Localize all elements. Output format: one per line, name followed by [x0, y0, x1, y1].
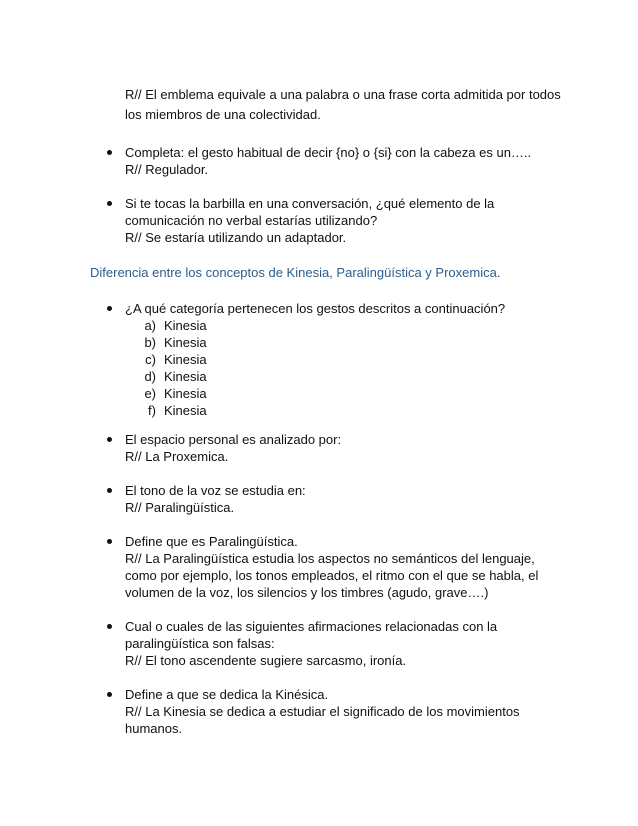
list-marker: e)	[144, 386, 156, 401]
bullet-icon	[107, 692, 112, 697]
answer-define-para-line-2: como por ejemplo, los tonos empleados, el ritmo con el que se habla, el	[125, 568, 539, 583]
list-marker: c)	[145, 352, 156, 367]
question-kinesica: Define a que se dedica la Kinésica.	[125, 687, 329, 702]
bullet-icon	[107, 306, 112, 311]
intro-answer-line-1: R// El emblema equivale a una palabra o una frase corta admitida por todos	[125, 87, 561, 102]
bullet-icon	[107, 539, 112, 544]
answer-kinesica-line-1: R// La Kinesia se dedica a estudiar el significado de los movimientos	[125, 704, 520, 719]
list-item: Kinesia	[164, 386, 207, 401]
list-item: Kinesia	[164, 403, 207, 418]
answer-complete: R// Regulador.	[125, 162, 209, 177]
question-define-para: Define que es Paralingüística.	[125, 534, 298, 549]
question-chin-line-2: comunicación no verbal estarías utilizando?	[125, 213, 378, 228]
question-complete: Completa: el gesto habitual de decir {no} o {si} con la cabeza es un…..	[125, 145, 532, 160]
section-heading: Diferencia entre los conceptos de Kinesia, Paralingüística y Proxemica.	[90, 265, 501, 280]
list-item: Kinesia	[164, 352, 207, 367]
question-space: El espacio personal es analizado por:	[125, 432, 342, 447]
list-item: Kinesia	[164, 318, 207, 333]
list-marker: b)	[144, 335, 156, 350]
bullet-icon	[107, 624, 112, 629]
question-false-line-1: Cual o cuales de las siguientes afirmaciones relacionadas con la	[125, 619, 498, 634]
answer-kinesica-line-2: humanos.	[125, 721, 183, 736]
question-tone: El tono de la voz se estudia en:	[125, 483, 306, 498]
list-marker: a)	[144, 318, 156, 333]
answer-define-para-line-1: R// La Paralingüística estudia los aspectos no semánticos del lenguaje,	[125, 551, 535, 566]
question-category: ¿A qué categoría pertenecen los gestos descritos a continuación?	[125, 301, 506, 316]
question-false-line-2: paralingüística son falsas:	[125, 636, 275, 651]
list-marker: f)	[148, 403, 156, 418]
list-marker: d)	[144, 369, 156, 384]
bullet-icon	[107, 201, 112, 206]
answer-tone: R// Paralingüística.	[125, 500, 235, 515]
question-chin-line-1: Si te tocas la barbilla en una conversación, ¿qué elemento de la	[125, 196, 495, 211]
bullet-icon	[107, 437, 112, 442]
answer-false: R// El tono ascendente sugiere sarcasmo, ironía.	[125, 653, 407, 668]
bullet-icon	[107, 488, 112, 493]
answer-space: R// La Proxemica.	[125, 449, 229, 464]
list-item: Kinesia	[164, 369, 207, 384]
answer-chin: R// Se estaría utilizando un adaptador.	[125, 230, 347, 245]
bullet-icon	[107, 150, 112, 155]
list-item: Kinesia	[164, 335, 207, 350]
answer-define-para-line-3: volumen de la voz, los silencios y los timbres (agudo, grave….)	[125, 585, 489, 600]
intro-answer-line-2: los miembros de una colectividad.	[125, 107, 321, 122]
